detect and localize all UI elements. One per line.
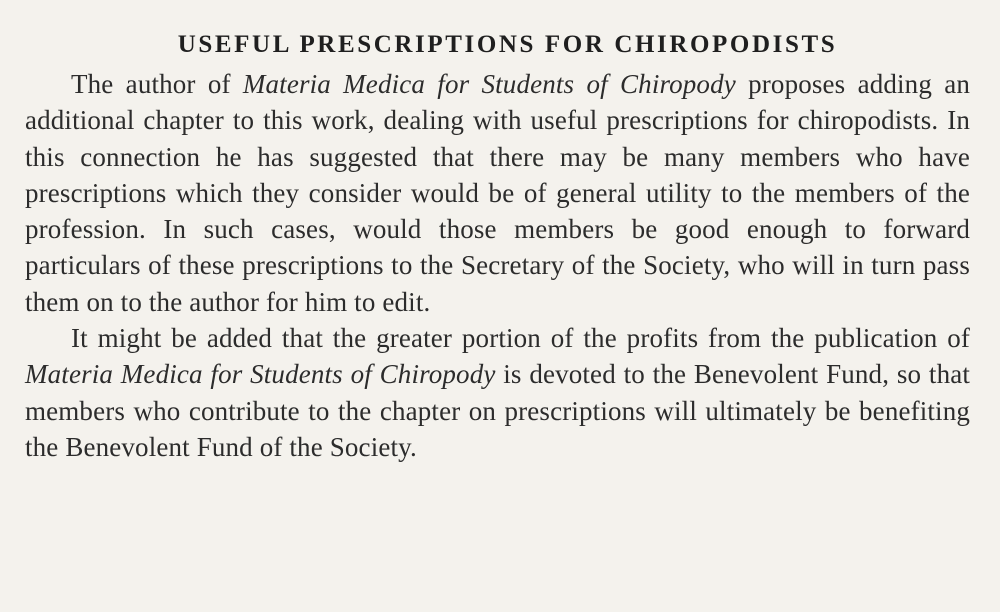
article-title: USEFUL PRESCRIPTIONS FOR CHIROPODISTS (177, 31, 838, 58)
paragraph-2-book-title: Materia Medica for Students of Chiropody (25, 359, 496, 390)
paragraph-1-text-start: The author of (71, 69, 243, 99)
paragraph-1 (25, 66, 970, 320)
paragraph-1-text-end: proposes adding an additional chapter to this work, dealing with useful prescriptions for chiropodists. In this connection he has suggested that there may be many members who have prescriptions which they consider would be of general utility to the members of the profession. In such cases, would those members be good enough to forward particulars of these prescriptions to the Secretary of the Society, who will in turn pass them on to the author for him to edit. (25, 69, 971, 317)
paragraph-2-text-end: is devoted to the Benevolent Fund, so that members who contribute to the chapter on prescriptions will ultimately be benefiting the Benevolent Fund of the Society. (25, 359, 971, 462)
paragraph-1-book-title: Materia Medica for Students of Chiropody (242, 69, 736, 99)
paragraph-2 (25, 320, 970, 465)
paragraph-2-text-start: It might be added that the greater portion of the profits from the publication of (71, 323, 970, 354)
